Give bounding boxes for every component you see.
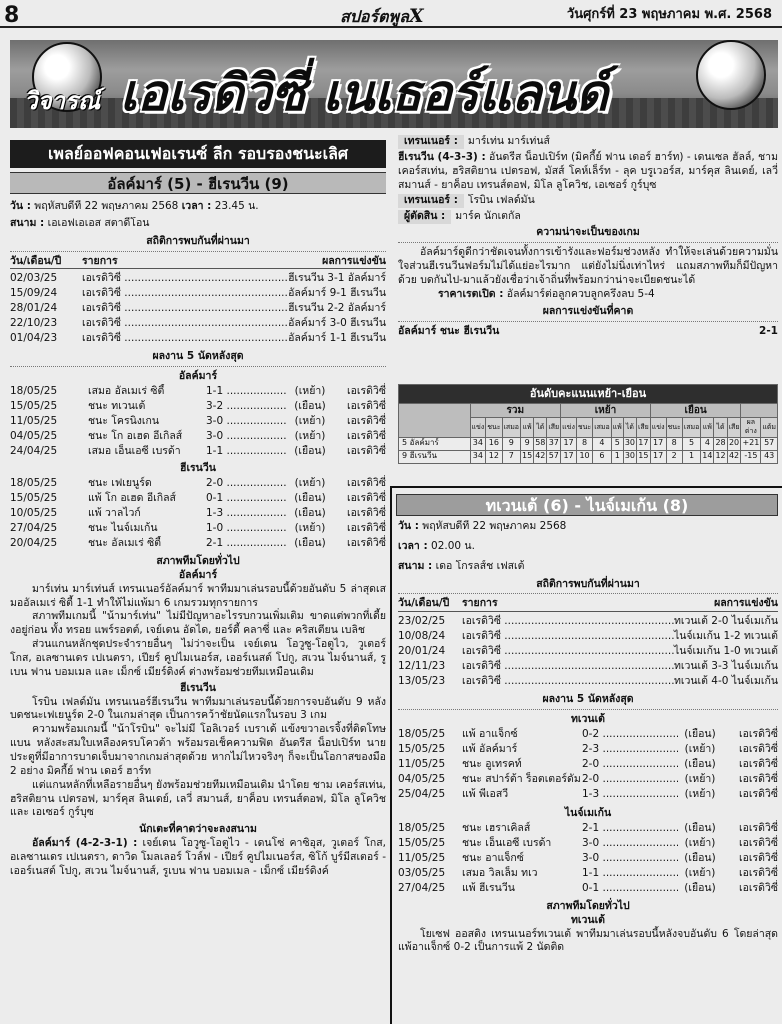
- table-cell: 57: [547, 450, 561, 463]
- h2h-date: 23/02/25: [398, 615, 446, 628]
- form-venue: (เยือน): [294, 400, 326, 413]
- table-cell: 1: [682, 450, 700, 463]
- form-venue: (เหย้า): [294, 522, 326, 535]
- table-row: [399, 450, 778, 463]
- banner-title: เอเรดิวิซี่ เนเธอร์แลนด์: [120, 64, 609, 122]
- form-opponent: เสมอ อัลเมเร่ ซิตี้: [88, 385, 165, 398]
- table-cell: 30: [623, 437, 636, 450]
- form-venue: (เยือน): [294, 492, 326, 505]
- form-score: 2-0 .....: [582, 757, 678, 772]
- form-score: 3-0 .....: [582, 836, 678, 851]
- h2h-result: อัลค์มาร์ 3-0 ฮีเรนวีน: [288, 317, 386, 330]
- form-date: 10/05/25: [10, 507, 58, 520]
- table-subhead: ชนะ: [666, 418, 682, 437]
- form-opponent: แพ้ โก อเฮด อีเกิลส์: [88, 492, 176, 505]
- form-competition: เอเรดิวิซี่: [739, 851, 778, 864]
- form2-team-b: ไนจ์เมเก้น: [564, 807, 612, 820]
- form-date: 25/04/25: [398, 788, 446, 801]
- table-cell: 58: [534, 437, 547, 450]
- lineup-b: ฮีเรนวีน (4-3-3) : อันดรีส น็อปเปิร์ท (มิคกี้ย์ ฟาน เดอร์ ฮาร์ท) - เดนเซล ฮัลล์, ชาม เคอร์สเท่น, ฮริสติยาน เปตรอฟ, มัสส์ โคห์เล็ร์ท - ลุค บรูเวอร์ส, มาร์คุส ลินเดย์, เลวี่ สมานส์ - ยาค็อบ เทรนส์ตอฟ, มิโล ลูโควิช, เอเซอร์ กูร์บุซ: [398, 150, 778, 191]
- h2h-row: [10, 316, 386, 331]
- form-competition: เอเรดิวิซี่: [739, 788, 778, 801]
- brand-name: สปอร์ตพูล: [340, 7, 409, 26]
- form-opponent: ชนะ ทเวนเต้: [88, 400, 146, 413]
- table-cell: +21: [741, 437, 761, 450]
- form-score: 1-3 .....: [206, 506, 286, 521]
- form-score: 1-1 .....: [206, 444, 286, 459]
- match2-column: [398, 520, 778, 955]
- overview-b-text: [10, 696, 386, 821]
- form-row: [10, 521, 386, 536]
- form-opponent: ชนะ อูเทรคท์: [462, 758, 522, 771]
- form-score: 1-0 .....: [206, 521, 286, 536]
- h2h-date: 20/01/24: [398, 645, 446, 658]
- form-venue: (เหย้า): [684, 743, 716, 756]
- table-subhead: แข่ง: [561, 418, 577, 437]
- table-cell: 34: [470, 437, 486, 450]
- form-venue: (เหย้า): [294, 477, 326, 490]
- h2h-result: อัลค์มาร์ 1-1 ฮีเรนวีน: [288, 332, 386, 345]
- form-competition: เอเรดิวิซี่: [347, 400, 386, 413]
- form-row: [398, 866, 778, 881]
- table-cell: 2: [666, 450, 682, 463]
- form-competition: เอเรดิวิซี่: [347, 492, 386, 505]
- form-date: 03/05/25: [398, 866, 446, 879]
- h2h-date: 13/05/23: [398, 675, 446, 688]
- form-competition: เอเรดิวิซี่: [347, 522, 386, 535]
- form-score: 3-0 .....: [206, 414, 286, 429]
- table-cell: 4: [593, 437, 611, 450]
- form-venue: (เหย้า): [684, 773, 716, 786]
- table-cell: 15: [637, 450, 651, 463]
- form-date: 04/05/25: [398, 773, 446, 786]
- form-date: 04/05/25: [10, 430, 58, 443]
- h2h-list: [10, 271, 386, 346]
- form-opponent: ชนะ อาแจ็กซ์: [462, 851, 524, 864]
- form-venue: (เหย้า): [684, 866, 716, 879]
- form-score: 2-1 .....: [582, 821, 678, 836]
- form-score: 1-1 .....: [582, 866, 678, 881]
- h2h-row: [398, 614, 778, 629]
- form-score: 2-1 .....: [206, 536, 286, 551]
- match1-column: [10, 200, 386, 879]
- form-row: [10, 491, 386, 506]
- match2-title: ทเวนเต้ (6) - ไนจ์เมเก้น (8): [396, 494, 778, 516]
- form-competition: เอเรดิวิซี่: [347, 415, 386, 428]
- form2-list-a: [398, 727, 778, 802]
- h2h-event: เอเรดิวิซี่ .....: [82, 301, 288, 316]
- table-cell: 8: [666, 437, 682, 450]
- form-row: [10, 414, 386, 429]
- form-row: [398, 727, 778, 742]
- table-cell: 12: [486, 450, 502, 463]
- table-cell: 14: [701, 450, 714, 463]
- match1-title: อัลค์มาร์ (5) - ฮีเรนวีน (9): [10, 172, 386, 194]
- form-opponent: แพ้ ฮีเรนวีน: [462, 881, 515, 894]
- table-cell: 9: [521, 437, 534, 450]
- table-cell: 5: [611, 437, 623, 450]
- h2h2-title: สถิติการพบกันที่ผ่านมา: [398, 578, 778, 595]
- form-date: 27/04/25: [10, 522, 58, 535]
- headline-banner: [10, 40, 778, 128]
- form-competition: เอเรดิวิซี่: [347, 507, 386, 520]
- table-subhead: เสีย: [547, 418, 561, 437]
- h2h-result: ไนจ์เมเก้น 1-0 ทเวนเต้: [673, 645, 778, 658]
- h2h-result: ทเวนเต้ 4-0 ไนจ์เมเก้น: [673, 675, 778, 688]
- form-competition: เอเรดิวิซี่: [347, 477, 386, 490]
- form-opponent: เสมอ วิลเล็ม ทเว: [462, 866, 538, 879]
- table-subhead: เสีย: [727, 418, 741, 437]
- overview-paragraph: สภาพทีมเกมนี้ "น้ามาร์เท่น" ไม่มีปัญหาอะไรรบกวนเพิ่มเติม ขาดแต่พวกที่เดี้ยงอยู่ก่อน ทั้ง ทรอย แพร์รอตต์, เจย์เดน อัดได, ยอร์ดี้ คลาซี่ และ คริสเตียน เบลิช: [10, 610, 386, 637]
- form-date: 24/04/25: [10, 445, 58, 458]
- form-competition: เอเรดิวิซี่: [739, 881, 778, 894]
- match1-venue: สนาม : เอเอฟเอเอส สตาดีโอน: [10, 216, 150, 229]
- banner-prefix: วิจารณ์: [24, 87, 101, 115]
- form-list-a: [10, 384, 386, 459]
- form-competition: เอเรดิวิซี่: [347, 385, 386, 398]
- form-row: [10, 384, 386, 399]
- form-row: [10, 429, 386, 444]
- form-venue: (เยือน): [684, 728, 716, 741]
- table-corner: [399, 404, 471, 438]
- table-subhead: เสีย: [637, 418, 651, 437]
- table-subhead: เสมอ: [593, 418, 611, 437]
- form-venue: (เหย้า): [294, 385, 326, 398]
- form-date: 15/05/25: [10, 400, 58, 413]
- table-extra-head: ผลต่าง: [741, 418, 761, 437]
- form-row: [398, 787, 778, 802]
- form-row: [10, 399, 386, 414]
- form-date: 15/05/25: [398, 836, 446, 849]
- form-competition: เอเรดิวิซี่: [739, 758, 778, 771]
- form-venue: (เหย้า): [294, 430, 326, 443]
- table-subhead: ได้: [714, 418, 727, 437]
- table-cell: 6: [593, 450, 611, 463]
- match2-date: วัน : พฤหัสบดีที่ 22 พฤษภาคม 2568: [398, 520, 567, 532]
- h2h-event: เอเรดิวิซี่ .....: [462, 674, 674, 689]
- h2h-event: เอเรดิวิซี่ .....: [82, 286, 288, 301]
- form-score: 3-0 .....: [206, 429, 286, 444]
- form-row: [398, 881, 778, 896]
- referee: ผู้ตัดสิน : มาร์ค นักเตกัล: [398, 210, 778, 224]
- form-list-b: [10, 476, 386, 551]
- form-venue: (เยือน): [684, 881, 716, 894]
- h2h-result: อัลค์มาร์ 9-1 ฮีเรนวีน: [288, 287, 386, 300]
- table-team: 9 ฮีเรนวีน: [399, 450, 471, 463]
- form-venue: (เหย้า): [684, 836, 716, 849]
- form-team-b: ฮีเรนวีน: [180, 462, 216, 475]
- h2h-date: 02/03/25: [10, 272, 58, 285]
- overview-team-a: อัลค์มาร์: [178, 568, 218, 581]
- table-subhead: เสมอ: [682, 418, 700, 437]
- form-row: [398, 851, 778, 866]
- table-extra-head: แต้ม: [761, 418, 778, 437]
- form-score: 0-2 .....: [582, 727, 678, 742]
- overview2-a-text: โยเซฟ ออสติง เทรนเนอร์ทเวนเต้ พาทีมมาเล่นรอบนี้หลังจบอันดับ 6 โดยล่าสุดแพ้อาแจ็กซ์ 0-2 เป็นการแพ้ 2 นัดติด: [398, 927, 778, 954]
- overview2-team-a: ทเวนเต้: [571, 913, 605, 926]
- overview-a-text: [10, 583, 386, 680]
- form-score: 0-1 .....: [582, 881, 678, 896]
- table-cell: 17: [637, 437, 651, 450]
- prediction: อัลค์มาร์ ชนะ ฮีเรนวีน 2-1: [398, 325, 778, 338]
- table-cell: 16: [486, 437, 502, 450]
- form-competition: เอเรดิวิซี่: [347, 430, 386, 443]
- h2h-result: ฮีเรนวีน 2-2 อัลค์มาร์: [288, 302, 386, 315]
- table-cell: 42: [534, 450, 547, 463]
- form-opponent: ชนะ สปาร์ต้า ร็อตเตอร์ดัม: [462, 773, 581, 786]
- form-date: 18/05/25: [10, 477, 58, 490]
- h2h-date: 12/11/23: [398, 660, 446, 673]
- table-cell: 17: [561, 437, 577, 450]
- form-date: 27/04/25: [398, 881, 446, 894]
- match2-venue: สนาม : เดอ โกรลส์ช เฟสเต้: [398, 559, 525, 572]
- table-group: รวม: [470, 404, 561, 418]
- h2h-date: 01/04/23: [10, 332, 58, 345]
- coach-b: เทรนเนอร์ : โรบิน เฟลด์มัน: [398, 194, 778, 208]
- form-date: 18/05/25: [10, 385, 58, 398]
- h2h-row: [10, 301, 386, 316]
- brand-logo: [340, 4, 424, 29]
- form-competition: เอเรดิวิซี่: [739, 743, 778, 756]
- form2-team-a: ทเวนเต้: [571, 713, 605, 726]
- table-cell: 17: [650, 437, 666, 450]
- form-competition: เอเรดิวิซี่: [739, 866, 778, 879]
- opening-odds: ราคาเรตเปิด : อัลค์มาร์ต่อลูกควบลูกครึ่งลบ 5-4: [438, 287, 655, 300]
- form-opponent: เสมอ เอ็นเอซี เบรด้า: [88, 445, 181, 458]
- form-row: [398, 742, 778, 757]
- h2h-event: เอเรดิวิซี่ .....: [82, 271, 288, 286]
- table-cell: 30: [623, 450, 636, 463]
- table-cell: 7: [502, 450, 520, 463]
- overview-team-b: ฮีเรนวีน: [180, 681, 216, 694]
- form-opponent: ชนะ อัลเมเร่ ซิตี้: [88, 537, 162, 550]
- table-cell: 17: [650, 450, 666, 463]
- form-venue: (เยือน): [684, 851, 716, 864]
- table-cell: 42: [727, 450, 741, 463]
- page-number: 8: [4, 3, 20, 28]
- table-subhead: ชนะ: [576, 418, 592, 437]
- table-subhead: ชนะ: [486, 418, 502, 437]
- form-opponent: ชนะ เฟเยนูร์ด: [88, 477, 152, 490]
- prediction-title: ผลการแข่งขันที่คาด: [398, 305, 778, 322]
- overview2-title: สภาพทีมโดยทั่วไป: [546, 899, 630, 912]
- table-cell: 43: [761, 450, 778, 463]
- form-competition: เอเรดิวิซี่: [347, 445, 386, 458]
- h2h-result: ไนจ์เมเก้น 1-2 ทเวนเต้: [673, 630, 778, 643]
- overview-title: สภาพทีมโดยทั่วไป: [156, 555, 240, 568]
- table-cell: 20: [727, 437, 741, 450]
- form-row: [10, 444, 386, 459]
- form-score: 1-3 .....: [582, 787, 678, 802]
- football-icon: [696, 40, 766, 110]
- form-venue: (เยือน): [684, 821, 716, 834]
- overview-paragraph: ความพร้อมเกมนี้ "น้าโรบิน" จะไม่มี โอลิเวอร์ เบราเด้ แข้งขวาอเรจิ้งที่ติดโทษแบน หลังสะสมใบเหลืองครบโควต้า พร้อมรอเช็คความฟิต อันดรีส น็อปเปิร์ท นายประตูที่มีอาการบาดเจ็บมาจากเกมล่าสุดด้วย หากไม่ไหวจริงๆ ก็จะเป็นโอกาสของมือ 2 อย่าง มิคกี้ย์ ฟาน เดอร์ ฮาร์ท: [10, 723, 386, 777]
- table-cell: 10: [576, 450, 592, 463]
- form-row: [10, 536, 386, 551]
- form-score: 2-0 .....: [206, 476, 286, 491]
- match2-time: เวลา : 02.00 น.: [398, 539, 475, 552]
- h2h-row: [398, 659, 778, 674]
- table-cell: -15: [741, 450, 761, 463]
- h2h2-list: [398, 614, 778, 689]
- form-competition: เอเรดิวิซี่: [739, 728, 778, 741]
- form-score: 2-3 .....: [582, 742, 678, 757]
- match1-continued: [398, 133, 778, 339]
- h2h-date: 28/01/24: [10, 302, 58, 315]
- form-score: 3-0 .....: [582, 851, 678, 866]
- coach-a: เทรนเนอร์ : มาร์เท่น มาร์เท่นส์: [398, 135, 778, 149]
- section-title: เพลย์ออฟคอนเฟอเรนซ์ ลีก รอบรองชนะเลิศ: [10, 140, 386, 168]
- issue-date: วันศุกร์ที่ 23 พฤษภาคม พ.ศ. 2568: [566, 7, 772, 22]
- table-cell: 8: [576, 437, 592, 450]
- form-competition: เอเรดิวิซี่: [739, 836, 778, 849]
- overview-paragraph: ส่วนแกนหลักชุดประจำรายอื่นๆ ไม่ว่าจะเป็น เจย์เดน โอวูซู-โอตูไว, วูเตอร์ โกส, อเลซานเดร เปเนตรา, เปียร์ คูปไมเนอร์ส, เออร์เนสต์ โปกู, สเวน ไมจ์นานส์, รูเบน ฟาน บอมเมล และ เม็กซ์ เมียร์ดิงค์ ต่างพร้อมช่วยทีมเหมือนเดิม: [10, 638, 386, 678]
- form-opponent: แพ้ อัลค์มาร์: [462, 743, 518, 756]
- analysis-text: อัลค์มาร์ดูดีกว่าชัดเจนทั้งการเข้ารังและฟอร์มช่วงหลัง ทำให้จะเล่นด้วยความมั่นใจส่วนฮีเรนวีนฟอร์มไม่ได้แย่อะไรมาก แต่ยังไม่นิ่งเท่าไหร่ แถมสภาพทีมก็มีปัญหาด้วย บดกันไป-มาแล้วยังเชื่อว่าเจ้าถิ่นที่พร้อมกว่าน่าจะเบียดชนะได้: [398, 246, 778, 286]
- form-score: 3-2 .....: [206, 399, 286, 414]
- lineup-title: นักเตะที่คาดว่าจะลงสนาม: [139, 823, 257, 836]
- h2h2-header: วัน/เดือน/ปี รายการ ผลการแข่งขัน: [398, 597, 778, 612]
- form-competition: เอเรดิวิซี่: [739, 773, 778, 786]
- table-group: เหย้า: [561, 404, 651, 418]
- form-date: 18/05/25: [398, 821, 446, 834]
- h2h-event: เอเรดิวิซี่ .....: [82, 316, 288, 331]
- form-row: [398, 821, 778, 836]
- table-cell: 17: [561, 450, 577, 463]
- overview-paragraph: แต่แกนหลักที่เหลือรายอื่นๆ ยังพร้อมช่วยทีมเหมือนเดิม นำโดย ชาม เคอร์สเท่น, ฮริสติยาน เปตรอฟ, มาร์คุส ลินเดย์, เลวี่ สมานส์, ยาค็อบ เทรนส์ตอฟ, มิโล ลูโควิช และ เอเซอร์ กูร์บุซ: [10, 778, 386, 819]
- table-subhead: แพ้: [611, 418, 623, 437]
- table-cell: 1: [611, 450, 623, 463]
- form-opponent: ชนะ ไนจ์เมเก้น: [88, 522, 158, 535]
- overview-paragraph: โรบิน เฟลด์มัน เทรนเนอร์ฮีเรนวีน พาทีมมาเล่นรอบนี้ด้วยการจบอันดับ 9 หลังบดชนะเฟเยนูร์ด 2-0 ในเกมล่าสุด เป็นการคว้าชัยนัดแรกในรอบ 3 เกม: [10, 695, 386, 722]
- form2-list-b: [398, 821, 778, 896]
- analysis-title: ความน่าจะเป็นของเกม: [398, 226, 778, 243]
- h2h-date: 10/08/24: [398, 630, 446, 643]
- table-subhead: ได้: [534, 418, 547, 437]
- table-subhead: แพ้: [521, 418, 534, 437]
- form-date: 20/04/25: [10, 537, 58, 550]
- form-opponent: แพ้ พีเอสวี: [462, 788, 509, 801]
- form-date: 15/05/25: [398, 743, 446, 756]
- form2-title: ผลงาน 5 นัดหลังสุด: [398, 693, 778, 710]
- form-score: 1-1 .....: [206, 384, 286, 399]
- table-cell: 28: [714, 437, 727, 450]
- form-opponent: แพ้ วาลไวก์: [88, 507, 141, 520]
- table-cell: 9: [502, 437, 520, 450]
- h2h-result: ทเวนเต้ 2-0 ไนจ์เมเก้น: [673, 615, 778, 628]
- table-group-row: [399, 404, 778, 418]
- table-extra-group: [741, 404, 778, 418]
- table-cell: 57: [761, 437, 778, 450]
- form-venue: (เยือน): [294, 445, 326, 458]
- form-date: 15/05/25: [10, 492, 58, 505]
- h2h-event: เอเรดิวิซี่ .....: [462, 659, 674, 674]
- table-cell: 12: [714, 450, 727, 463]
- page-header: [0, 0, 782, 28]
- h2h-row: [398, 644, 778, 659]
- h2h-event: เอเรดิวิซี่ .....: [462, 614, 674, 629]
- form-date: 11/05/25: [398, 851, 446, 864]
- form-opponent: ชนะ โก อเฮด อีเกิลส์: [88, 430, 183, 443]
- form-venue: (เยือน): [294, 537, 326, 550]
- table-subhead: แพ้: [701, 418, 714, 437]
- h2h-event: เอเรดิวิซี่ .....: [82, 331, 288, 346]
- table-cell: 5: [682, 437, 700, 450]
- h2h-header: วัน/เดือน/ปี รายการ ผลการแข่งขัน: [10, 255, 386, 270]
- form-row: [10, 476, 386, 491]
- table-cell: 37: [547, 437, 561, 450]
- h2h-row: [398, 629, 778, 644]
- form-date: 18/05/25: [398, 728, 446, 741]
- form-row: [398, 836, 778, 851]
- form-row: [398, 772, 778, 787]
- form-row: [10, 506, 386, 521]
- h2h-result: ฮีเรนวีน 3-1 อัลค์มาร์: [288, 272, 386, 285]
- form-venue: (เยือน): [684, 758, 716, 771]
- h2h-row: [10, 331, 386, 346]
- h2h-title: สถิติการพบกันที่ผ่านมา: [10, 235, 386, 252]
- lineup-a: อัลค์มาร์ (4-2-3-1) : เจย์เดน โอวูซู-โอตูไว - เดนโซ่ คาซิอุส, วูเตอร์ โกส, อเลซานเดร เปเนตรา, ดาวิด โมลเลอร์ โวล์ฟ - เปียร์ คูปไมเนอร์ส, ซิโก้ บูร์มีสเตอร์ - เออร์เนสต์ โปกู, สเวน ไมจ์นานส์, รูเบน ฟาน บอมเมล - เม็กซ์ เมียร์ดิงค์: [10, 837, 386, 877]
- h2h-result: ทเวนเต้ 3-3 ไนจ์เมเก้น: [673, 660, 778, 673]
- overview-paragraph: มาร์เท่น มาร์เท่นส์ เทรนเนอร์อัลค์มาร์ พาทีมมาเล่นรอบนี้ด้วยอันดับ 5 ล่าสุดเสมออัลเมเร่ ซิตี้ 1-1 ทำให้ไม่แพ้มา 6 เกมรวมทุกรายการ: [10, 582, 386, 609]
- match1-datetime: วัน : พฤหัสบดีที่ 22 พฤษภาคม 2568 เวลา : 23.45 น.: [10, 200, 259, 212]
- form-opponent: ชนะ เฮราเคิลส์: [462, 821, 531, 834]
- table-team: 5 อัลค์มาร์: [399, 437, 471, 450]
- form-row: [398, 757, 778, 772]
- form-score: 0-1 .....: [206, 491, 286, 506]
- table-cell: 4: [701, 437, 714, 450]
- form-opponent: แพ้ อาแจ็กซ์: [462, 728, 518, 741]
- table-subhead: แข่ง: [470, 418, 486, 437]
- brand-x: X: [408, 5, 424, 27]
- h2h-date: 22/10/23: [10, 317, 58, 330]
- table-subhead: ได้: [623, 418, 636, 437]
- h2h-row: [398, 674, 778, 689]
- form-title: ผลงาน 5 นัดหลังสุด: [10, 350, 386, 367]
- h2h-date: 15/09/24: [10, 287, 58, 300]
- form-opponent: ชนะ เอ็นเอซี เบรด้า: [462, 836, 552, 849]
- table-cell: 15: [521, 450, 534, 463]
- table-caption-row: [399, 385, 778, 404]
- standings-table: [398, 384, 778, 464]
- table-row: [399, 437, 778, 450]
- form-score: 2-0 .....: [582, 772, 678, 787]
- h2h-row: [10, 286, 386, 301]
- table-subhead: แข่ง: [650, 418, 666, 437]
- h2h-event: เอเรดิวิซี่ .....: [462, 644, 674, 659]
- form-venue: (เหย้า): [294, 415, 326, 428]
- form-date: 11/05/25: [10, 415, 58, 428]
- h2h-row: [10, 271, 386, 286]
- table-subhead: เสมอ: [502, 418, 520, 437]
- form-opponent: ชนะ โครนิงเกน: [88, 415, 160, 428]
- form-venue: (เยือน): [294, 507, 326, 520]
- h2h-event: เอเรดิวิซี่ .....: [462, 629, 674, 644]
- form-team-a: อัลค์มาร์: [178, 370, 218, 383]
- table-cell: 34: [470, 450, 486, 463]
- form-date: 11/05/25: [398, 758, 446, 771]
- form-competition: เอเรดิวิซี่: [347, 537, 386, 550]
- form-venue: (เหย้า): [684, 788, 716, 801]
- table-caption: อันดับคะแนนเหย้า-เยือน: [399, 385, 778, 404]
- form-competition: เอเรดิวิซี่: [739, 821, 778, 834]
- table-group: เยือน: [650, 404, 741, 418]
